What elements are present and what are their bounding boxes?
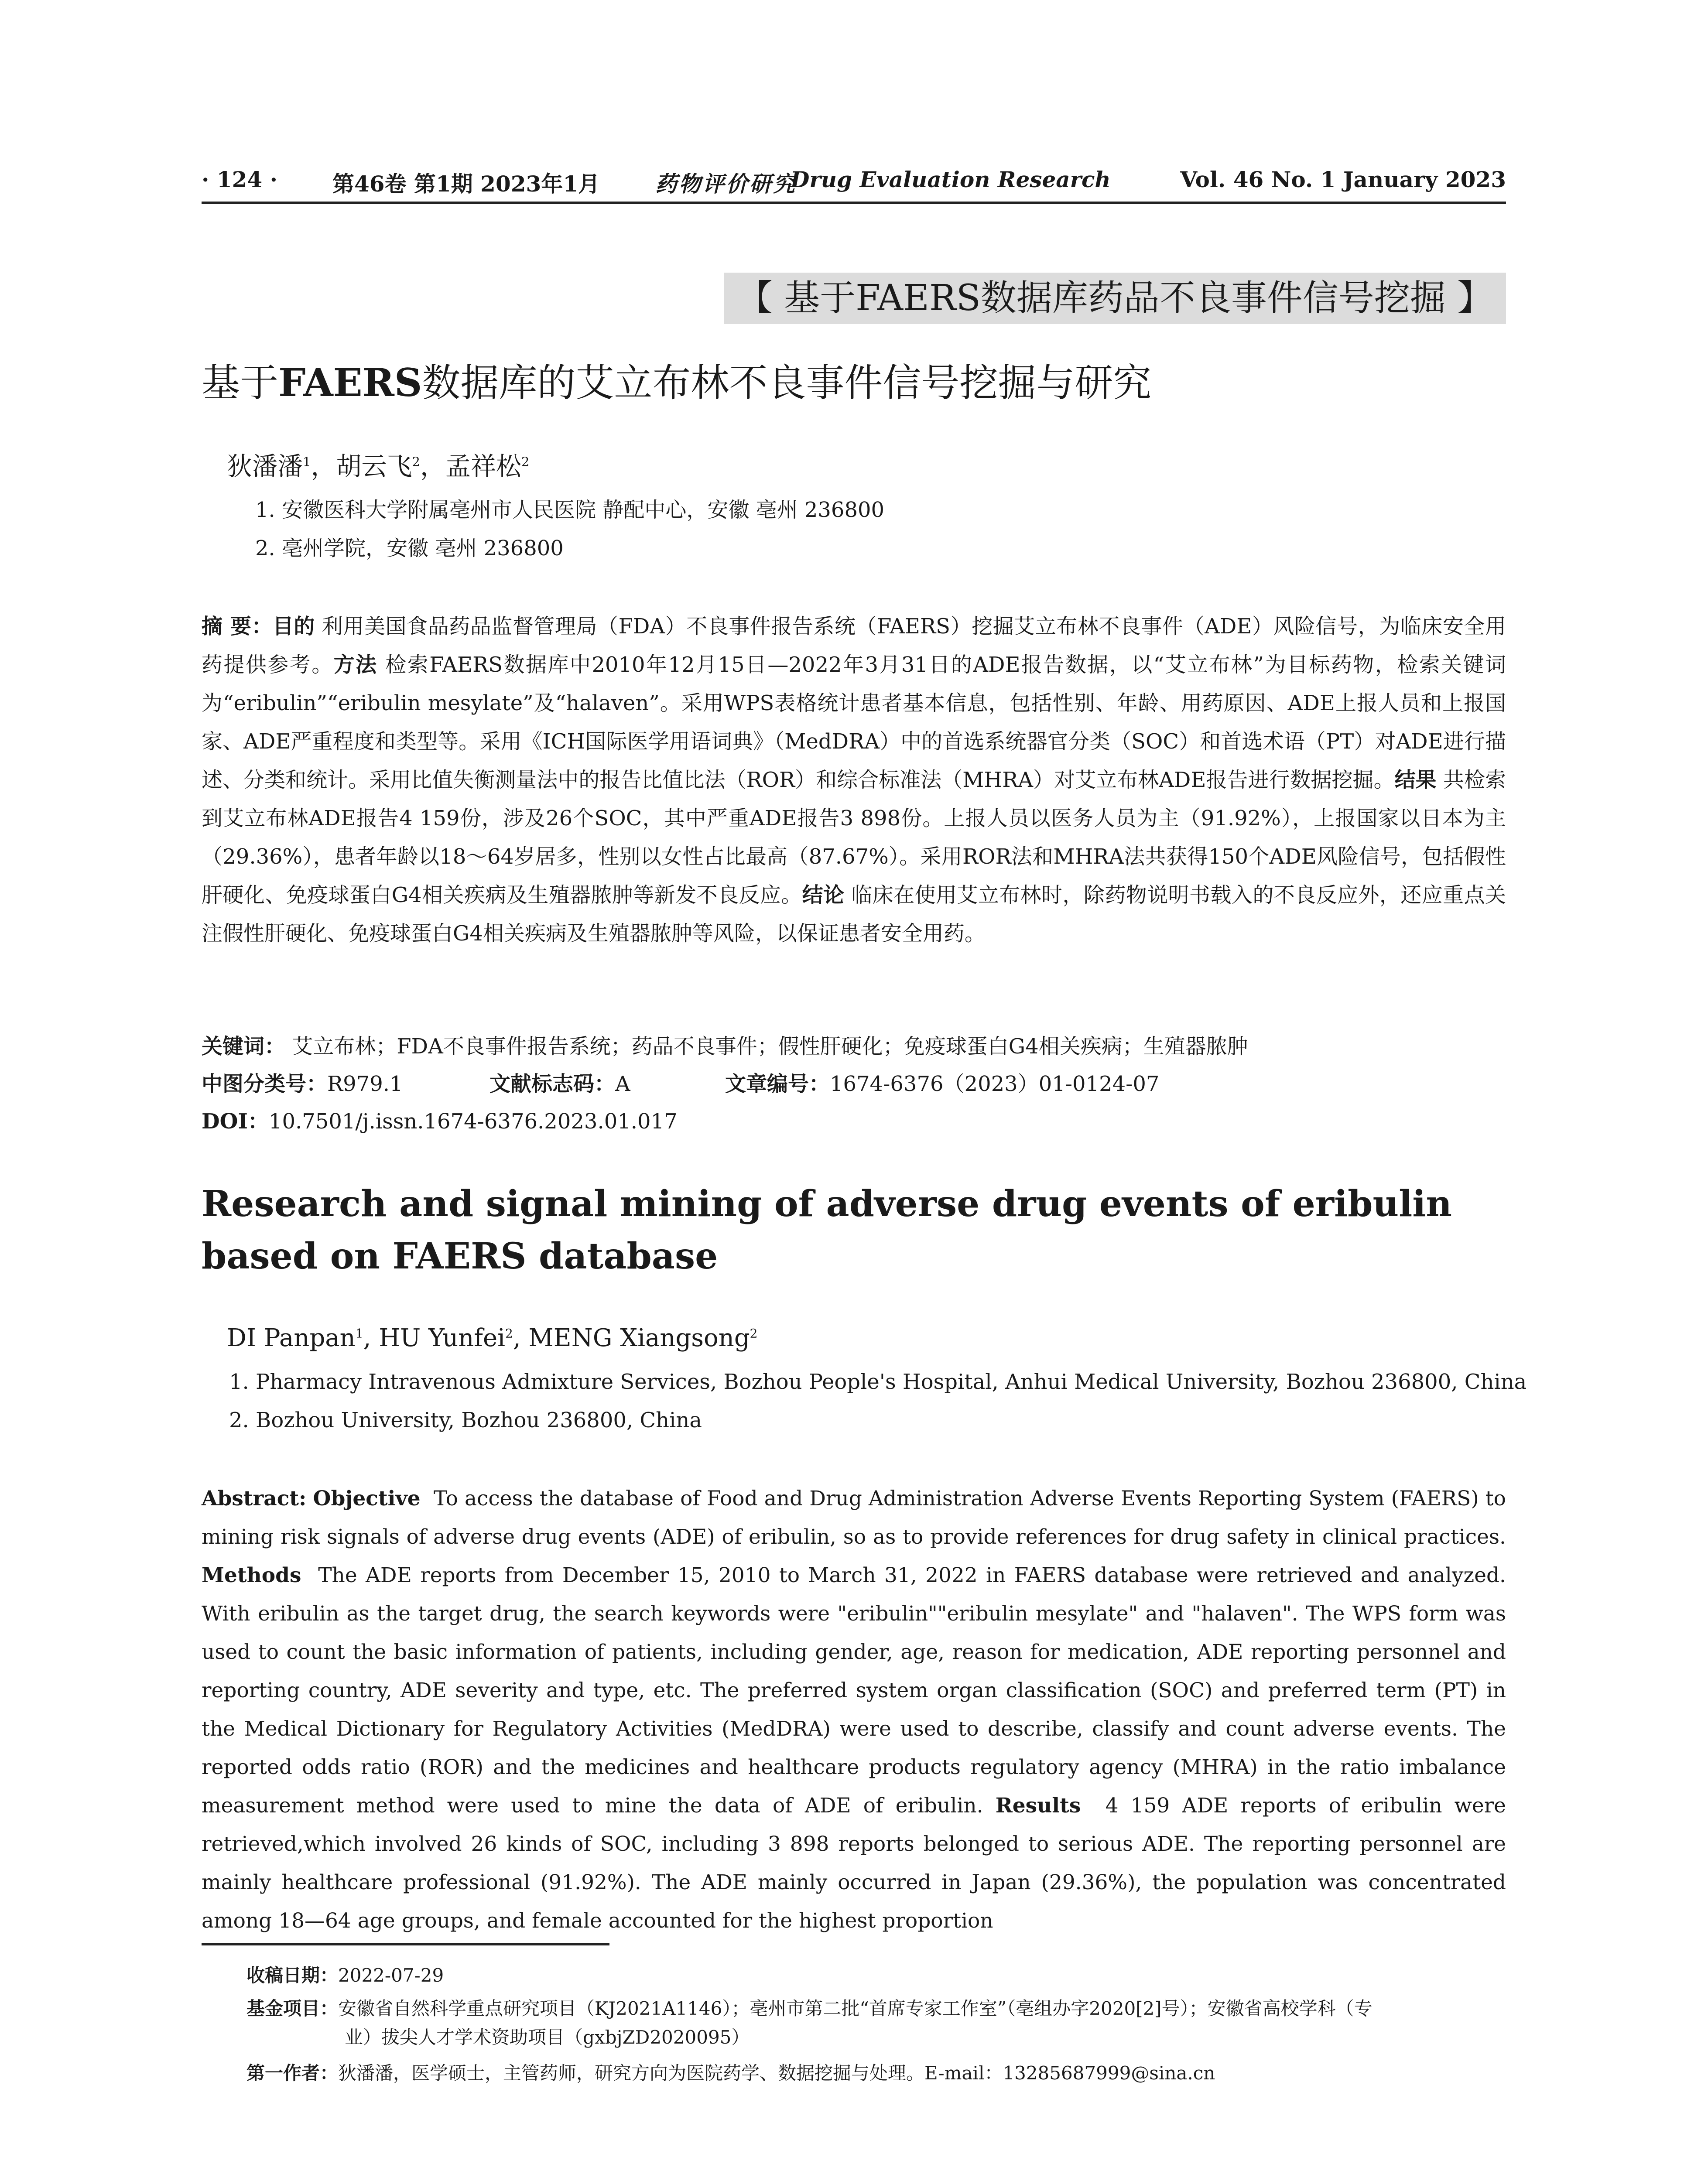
chinese-affiliation-1: 1. 安徽医科大学附属亳州市人民医院 静配中心，安徽 亳州 236800: [255, 498, 885, 522]
english-authors: [227, 1324, 758, 1352]
keywords-line: [202, 1029, 1506, 1060]
article-label: 文章编号：: [725, 1072, 830, 1096]
doccode-value: A: [615, 1072, 630, 1096]
doi-label: DOI：: [202, 1109, 269, 1134]
english-affiliation-1: 1. Pharmacy Intravenous Admixture Services, Bozhou People's Hospital, Anhui Medical University, Bozhou 236800, China: [229, 1370, 1527, 1394]
conclusion-label: 结论: [802, 883, 845, 907]
first-author-label: 第一作者：: [246, 2062, 339, 2084]
methods-text: 检索FAERS数据库中2010年12月15日—2022年3月31日的ADE报告数据，以“艾立布林”为目标药物，检索关键词为“eribulin”“eribulin mesylate”及“halaven”。采用WPS表格统计患者基本信息，包括性别、年龄、用药原因、ADE上报人员和上报国家、ADE严重程度和类型等。采用《ICH国际医学用语词典》（MedDRA）中的首选系统器官分类（SOC）和首选术语（PT）对ADE进行描述、分类和统计。采用比值失衡测量法中的报告比值比法（ROR）和综合标准法（MHRA）对艾立布林ADE报告进行数据挖掘。: [202, 653, 1506, 792]
conclusion-text: 临床在使用艾立布林时，除药物说明书载入的不良反应外，还应重点关注假性肝硬化、免疫球蛋白G4相关疾病及生殖器脓肿等风险，以保证患者安全用药。: [202, 883, 1506, 946]
fund-text-cont: 业）拔尖人才学术资助项目（gxbjZD2020095）: [345, 2027, 750, 2048]
chinese-affiliation-2: 2. 亳州学院，安徽 亳州 236800: [255, 536, 564, 561]
title-post: 数据库的艾立布林不良事件信号挖掘与研究: [422, 360, 1152, 405]
issue-en: Vol. 46 No. 1 January 2023: [1180, 167, 1506, 192]
author-sep: ，: [420, 451, 445, 481]
abstract-label: Abstract:: [202, 1487, 307, 1511]
journal-name-en: Drug Evaluation Research: [791, 167, 1111, 192]
running-header: [202, 167, 1506, 197]
doi-link[interactable]: 10.7501/j.issn.1674-6376.2023.01.017: [268, 1109, 678, 1134]
column-banner: 【 基于FAERS数据库药品不良事件信号挖掘 】: [724, 273, 1506, 324]
author-name: HU Yunfei: [379, 1324, 506, 1352]
article-number: 1674-6376（2023）01-0124-07: [830, 1072, 1160, 1096]
header-rule: [202, 202, 1506, 204]
methods-label: 方法: [333, 653, 378, 677]
english-affiliation-2: 2. Bozhou University, Bozhou 236800, China: [229, 1408, 702, 1432]
doccode-label: 文献标志码：: [489, 1072, 616, 1096]
clc-value: R979.1: [327, 1072, 403, 1096]
classification-line: [202, 1067, 1506, 1097]
author-name: MENG Xiangsong: [528, 1324, 750, 1352]
keywords-label: 关键词：: [202, 1034, 286, 1059]
author-sep: ,: [363, 1324, 379, 1352]
footnote-fund: [246, 1994, 1507, 2052]
chinese-title: [202, 352, 1151, 407]
footnote-first-author: [246, 2059, 1507, 2088]
journal-logo: 药物评价研究: [655, 171, 797, 197]
author-sup: 2: [750, 1326, 758, 1341]
author-name: 孟祥松: [445, 451, 521, 481]
author-sup: 1: [303, 454, 311, 469]
author-sup: 1: [355, 1326, 363, 1341]
author-sup: 2: [412, 454, 420, 469]
first-author-text: 狄潘潘，医学硕士，主管药师，研究方向为医院药学、数据挖掘与处理。E-mail：13285687999@sina.cn: [338, 2062, 1215, 2084]
fund-label: 基金项目：: [246, 1998, 339, 2019]
abstract-label: 摘 要：: [202, 614, 273, 639]
objective-text: 利用美国食品药品监督管理局（FDA）不良事件报告系统（FAERS）挖掘艾立布林不良事件（ADE）风险信号，为临床安全用药提供参考。: [202, 614, 1506, 677]
methods-label: Methods: [202, 1563, 301, 1587]
footnote-rule: [202, 1943, 609, 1945]
author-sep: ,: [513, 1324, 529, 1352]
title-bold: FAERS: [278, 360, 422, 405]
footnote-received: [246, 1961, 1507, 1990]
author-name: DI Panpan: [227, 1324, 356, 1352]
english-title: Research and signal mining of adverse drug events of eribulin based on FAERS database: [202, 1183, 1452, 1277]
author-name: 胡云飞: [336, 451, 412, 481]
results-label: 结果: [1394, 768, 1437, 792]
chinese-abstract: [202, 607, 1506, 1026]
received-label: 收稿日期：: [246, 1965, 339, 1986]
issue-cn: 第46卷 第1期 2023年1月: [332, 171, 600, 197]
author-sup: 2: [521, 454, 530, 469]
objective-label: Objective: [313, 1487, 421, 1511]
objective-label: 目的: [272, 614, 315, 639]
doi-line: [202, 1104, 1506, 1135]
results-text: 共检索到艾立布林ADE报告4 159份，涉及26个SOC，其中严重ADE报告3 898份。上报人员以医务人员为主（91.92%），上报国家以日本为主（29.36%），患者年龄以18～64岁居多，性别以女性占比最高（87.67%）。采用ROR法和MHRA法共获得150个ADE风险信号，包括假性肝硬化、免疫球蛋白G4相关疾病及生殖器脓肿等新发不良反应。: [202, 768, 1506, 907]
clc-label: 中图分类号：: [202, 1072, 328, 1096]
methods-text: The ADE reports from December 15, 2010 to March 31, 2022 in FAERS database were retrieved and analyzed. With eribulin as the target drug, the search keywords were "eribulin""eribulin mesylate" and "halaven". The WPS form was used to count the basic information of patients, including gender, age, reason for medication, ADE reporting personnel and reporting country, ADE severity and type, etc. The preferred system organ classification (SOC) and preferred term (PT) in the Medical Dictionary for Regulatory Activities (MedDRA) were used to describe, classify and count adverse events. The reported odds ratio (ROR) and the medicines and healthcare products regulatory agency (MHRA) in the ratio imbalance measurement method were used to mine the data of ADE of eribulin.: [202, 1563, 1506, 1818]
objective-text: To access the database of Food and Drug Administration Adverse Events Reporting System (FAERS) to mining risk signals of adverse drug events (ADE) of eribulin, so as to provide references for drug safety in clinical practices.: [202, 1487, 1506, 1549]
author-name: 狄潘潘: [227, 451, 303, 481]
title-pre: 基于: [202, 360, 279, 405]
keywords: 艾立布林；FDA不良事件报告系统；药品不良事件；假性肝硬化；免疫球蛋白G4相关疾病；生殖器脓肿: [292, 1034, 1248, 1059]
results-label: Results: [995, 1794, 1081, 1818]
english-abstract: [202, 1480, 1506, 1933]
author-sep: ，: [311, 451, 336, 481]
fund-text: 安徽省自然科学重点研究项目（KJ2021A1146）；亳州市第二批“首席专家工作室”（亳组办字2020[2]号）；安徽省高校学科（专: [338, 1998, 1373, 2019]
chinese-authors: [227, 446, 529, 482]
author-sup: 2: [505, 1326, 513, 1341]
page-number: · 124 ·: [202, 167, 277, 192]
received-date: 2022-07-29: [338, 1965, 444, 1986]
results-text: 4 159 ADE reports of eribulin were retrieved,which involved 26 kinds of SOC, including 3 898 reports belonged to serious ADE. The reporting personnel are mainly healthcare professional (91.92%). The ADE mainly occurred in Japan (29.36%), the population was concentrated among 18—64 age groups, and female accounted for the highest proportion: [202, 1794, 1506, 1933]
